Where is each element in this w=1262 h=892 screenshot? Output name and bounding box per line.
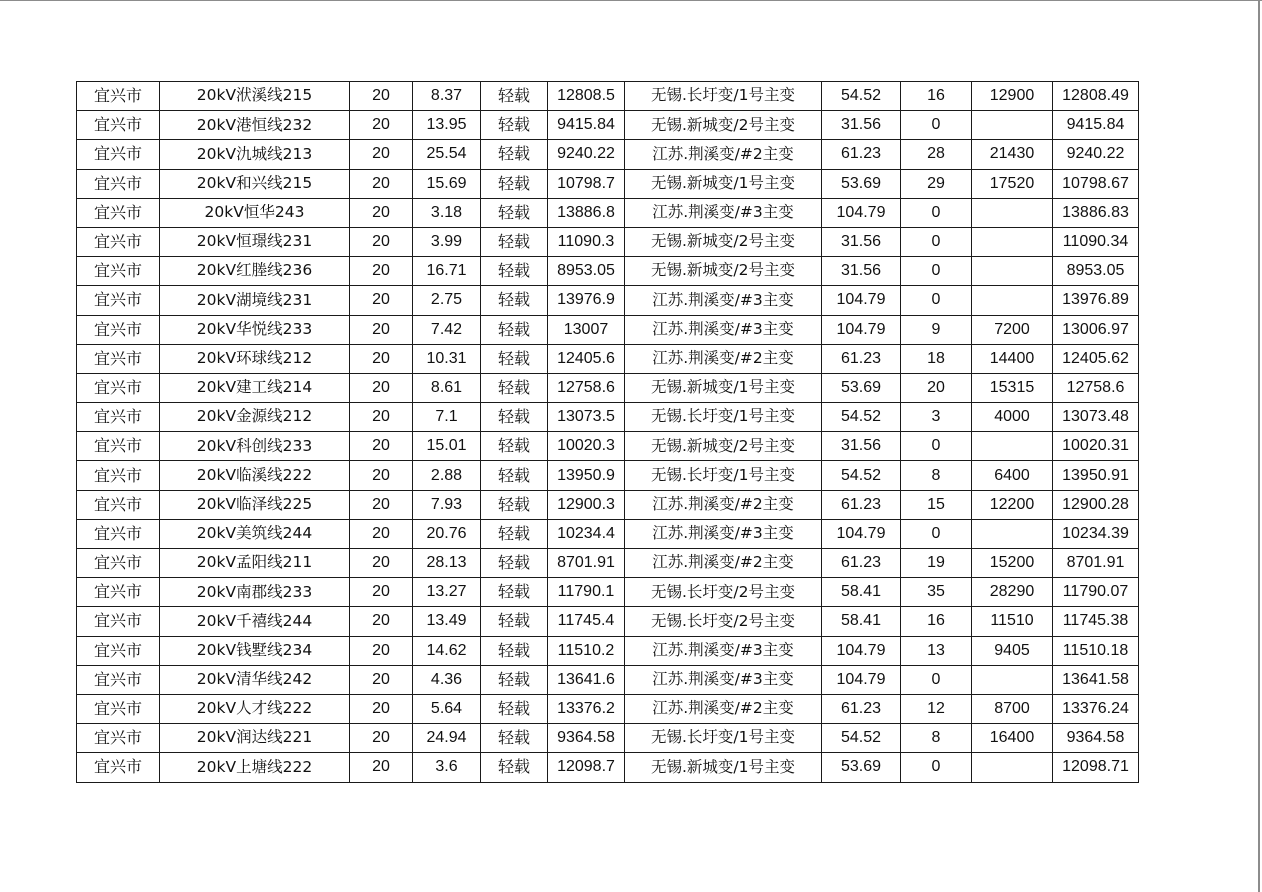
length-cell: 7.93 — [413, 490, 481, 519]
length-cell: 4.36 — [413, 665, 481, 694]
table-row — [77, 578, 1139, 607]
available-capacity-cell: 12405.62 — [1053, 344, 1139, 373]
transformer-cell: 无锡.新城变/2号主变 — [625, 257, 822, 286]
table-row — [77, 694, 1139, 723]
voltage-cell: 20 — [350, 432, 413, 461]
voltage-cell: 20 — [350, 198, 413, 227]
feeder-name-cell: 20kV孟阳线211 — [160, 549, 350, 578]
feeder-name-cell: 20kV湖境线231 — [160, 286, 350, 315]
table-row — [77, 344, 1139, 373]
transformer-load-cell: 61.23 — [822, 549, 901, 578]
transformer-load-cell: 54.52 — [822, 724, 901, 753]
transformer-load-cell: 104.79 — [822, 198, 901, 227]
available-capacity-cell: 9364.58 — [1053, 724, 1139, 753]
transformer-load-cell: 61.23 — [822, 140, 901, 169]
load-status-cell: 轻载 — [481, 344, 548, 373]
available-capacity-cell: 11790.07 — [1053, 578, 1139, 607]
available-capacity-cell: 12808.49 — [1053, 82, 1139, 111]
load-status-cell: 轻载 — [481, 578, 548, 607]
capacity-cell: 11790.1 — [548, 578, 625, 607]
table-row — [77, 665, 1139, 694]
load-status-cell: 轻载 — [481, 140, 548, 169]
feeder-name-cell: 20kV临泽线225 — [160, 490, 350, 519]
transformer-load-cell: 104.79 — [822, 636, 901, 665]
table-row — [77, 753, 1139, 782]
count-cell: 0 — [901, 198, 972, 227]
length-cell: 10.31 — [413, 344, 481, 373]
table-body — [77, 82, 1139, 783]
available-capacity-cell: 13950.91 — [1053, 461, 1139, 490]
capacity-cell: 12900.3 — [548, 490, 625, 519]
added-capacity-cell — [972, 753, 1053, 782]
transformer-cell: 江苏.荆溪变/#3主变 — [625, 286, 822, 315]
voltage-cell: 20 — [350, 578, 413, 607]
city-cell: 宜兴市 — [77, 140, 160, 169]
feeder-name-cell: 20kV和兴线215 — [160, 169, 350, 198]
feeder-name-cell: 20kV恒璟线231 — [160, 227, 350, 256]
voltage-cell: 20 — [350, 169, 413, 198]
city-cell: 宜兴市 — [77, 578, 160, 607]
available-capacity-cell: 13886.83 — [1053, 198, 1139, 227]
transformer-cell: 江苏.荆溪变/#3主变 — [625, 636, 822, 665]
count-cell: 18 — [901, 344, 972, 373]
length-cell: 25.54 — [413, 140, 481, 169]
transformer-cell: 江苏.荆溪变/#3主变 — [625, 665, 822, 694]
length-cell: 3.18 — [413, 198, 481, 227]
voltage-cell: 20 — [350, 315, 413, 344]
load-status-cell: 轻载 — [481, 227, 548, 256]
city-cell: 宜兴市 — [77, 373, 160, 402]
transformer-cell: 江苏.荆溪变/#2主变 — [625, 694, 822, 723]
transformer-cell: 无锡.长圩变/1号主变 — [625, 403, 822, 432]
available-capacity-cell: 10798.67 — [1053, 169, 1139, 198]
feeder-name-cell: 20kV建工线214 — [160, 373, 350, 402]
table-row — [77, 169, 1139, 198]
capacity-cell: 9240.22 — [548, 140, 625, 169]
feeder-name-cell: 20kV人才线222 — [160, 694, 350, 723]
city-cell: 宜兴市 — [77, 82, 160, 111]
voltage-cell: 20 — [350, 694, 413, 723]
transformer-load-cell: 54.52 — [822, 403, 901, 432]
load-status-cell: 轻载 — [481, 169, 548, 198]
transformer-cell: 江苏.荆溪变/#3主变 — [625, 198, 822, 227]
added-capacity-cell — [972, 519, 1053, 548]
transformer-cell: 无锡.长圩变/1号主变 — [625, 724, 822, 753]
available-capacity-cell: 13976.89 — [1053, 286, 1139, 315]
voltage-cell: 20 — [350, 403, 413, 432]
page-border-top — [0, 0, 1262, 1]
capacity-cell: 11745.4 — [548, 607, 625, 636]
table-row — [77, 403, 1139, 432]
voltage-cell: 20 — [350, 549, 413, 578]
transformer-cell: 江苏.荆溪变/#2主变 — [625, 549, 822, 578]
load-status-cell: 轻载 — [481, 257, 548, 286]
table-row — [77, 490, 1139, 519]
transformer-load-cell: 104.79 — [822, 286, 901, 315]
count-cell: 20 — [901, 373, 972, 402]
load-status-cell: 轻载 — [481, 198, 548, 227]
table-row — [77, 636, 1139, 665]
available-capacity-cell: 13641.58 — [1053, 665, 1139, 694]
transformer-cell: 江苏.荆溪变/#2主变 — [625, 140, 822, 169]
count-cell: 0 — [901, 227, 972, 256]
count-cell: 9 — [901, 315, 972, 344]
load-status-cell: 轻载 — [481, 315, 548, 344]
transformer-load-cell: 58.41 — [822, 578, 901, 607]
length-cell: 14.62 — [413, 636, 481, 665]
count-cell: 16 — [901, 607, 972, 636]
added-capacity-cell — [972, 227, 1053, 256]
count-cell: 16 — [901, 82, 972, 111]
city-cell: 宜兴市 — [77, 724, 160, 753]
city-cell: 宜兴市 — [77, 227, 160, 256]
city-cell: 宜兴市 — [77, 315, 160, 344]
voltage-cell: 20 — [350, 140, 413, 169]
city-cell: 宜兴市 — [77, 549, 160, 578]
transformer-load-cell: 104.79 — [822, 519, 901, 548]
load-status-cell: 轻载 — [481, 490, 548, 519]
table-row — [77, 198, 1139, 227]
count-cell: 13 — [901, 636, 972, 665]
transformer-cell: 江苏.荆溪变/#3主变 — [625, 519, 822, 548]
count-cell: 8 — [901, 724, 972, 753]
length-cell: 3.6 — [413, 753, 481, 782]
city-cell: 宜兴市 — [77, 403, 160, 432]
capacity-cell: 10020.3 — [548, 432, 625, 461]
added-capacity-cell: 7200 — [972, 315, 1053, 344]
transformer-cell: 无锡.新城变/2号主变 — [625, 111, 822, 140]
transformer-load-cell: 31.56 — [822, 227, 901, 256]
feeder-name-cell: 20kV上塘线222 — [160, 753, 350, 782]
capacity-cell: 10798.7 — [548, 169, 625, 198]
capacity-cell: 9364.58 — [548, 724, 625, 753]
table-row — [77, 724, 1139, 753]
transformer-cell: 江苏.荆溪变/#2主变 — [625, 490, 822, 519]
city-cell: 宜兴市 — [77, 665, 160, 694]
transformer-cell: 无锡.长圩变/1号主变 — [625, 461, 822, 490]
voltage-cell: 20 — [350, 344, 413, 373]
added-capacity-cell: 15200 — [972, 549, 1053, 578]
voltage-cell: 20 — [350, 227, 413, 256]
added-capacity-cell — [972, 286, 1053, 315]
count-cell: 0 — [901, 753, 972, 782]
available-capacity-cell: 11510.18 — [1053, 636, 1139, 665]
transformer-cell: 无锡.新城变/1号主变 — [625, 169, 822, 198]
count-cell: 12 — [901, 694, 972, 723]
count-cell: 3 — [901, 403, 972, 432]
transformer-cell: 无锡.长圩变/1号主变 — [625, 82, 822, 111]
load-status-cell: 轻载 — [481, 519, 548, 548]
available-capacity-cell: 13006.97 — [1053, 315, 1139, 344]
city-cell: 宜兴市 — [77, 344, 160, 373]
city-cell: 宜兴市 — [77, 461, 160, 490]
table-row — [77, 82, 1139, 111]
capacity-cell: 11090.3 — [548, 227, 625, 256]
load-status-cell: 轻载 — [481, 403, 548, 432]
voltage-cell: 20 — [350, 373, 413, 402]
load-status-cell: 轻载 — [481, 607, 548, 636]
transformer-cell: 江苏.荆溪变/#2主变 — [625, 344, 822, 373]
city-cell: 宜兴市 — [77, 257, 160, 286]
capacity-cell: 13976.9 — [548, 286, 625, 315]
table-row — [77, 286, 1139, 315]
city-cell: 宜兴市 — [77, 519, 160, 548]
added-capacity-cell: 11510 — [972, 607, 1053, 636]
transformer-cell: 无锡.新城变/2号主变 — [625, 432, 822, 461]
table-row — [77, 461, 1139, 490]
transformer-load-cell: 58.41 — [822, 607, 901, 636]
capacity-cell: 8953.05 — [548, 257, 625, 286]
capacity-cell: 12098.7 — [548, 753, 625, 782]
voltage-cell: 20 — [350, 82, 413, 111]
capacity-cell: 11510.2 — [548, 636, 625, 665]
count-cell: 0 — [901, 519, 972, 548]
page-border-right — [1258, 0, 1260, 892]
length-cell: 7.1 — [413, 403, 481, 432]
length-cell: 5.64 — [413, 694, 481, 723]
available-capacity-cell: 12758.6 — [1053, 373, 1139, 402]
city-cell: 宜兴市 — [77, 198, 160, 227]
available-capacity-cell: 9415.84 — [1053, 111, 1139, 140]
city-cell: 宜兴市 — [77, 286, 160, 315]
feeder-name-cell: 20kV清华线242 — [160, 665, 350, 694]
load-status-cell: 轻载 — [481, 432, 548, 461]
available-capacity-cell: 11745.38 — [1053, 607, 1139, 636]
load-status-cell: 轻载 — [481, 111, 548, 140]
capacity-cell: 13073.5 — [548, 403, 625, 432]
added-capacity-cell — [972, 665, 1053, 694]
available-capacity-cell: 12900.28 — [1053, 490, 1139, 519]
table-row — [77, 373, 1139, 402]
load-status-cell: 轻载 — [481, 461, 548, 490]
load-status-cell: 轻载 — [481, 636, 548, 665]
capacity-cell: 9415.84 — [548, 111, 625, 140]
count-cell: 19 — [901, 549, 972, 578]
table-row — [77, 549, 1139, 578]
feeder-name-cell: 20kV科创线233 — [160, 432, 350, 461]
city-cell: 宜兴市 — [77, 490, 160, 519]
load-status-cell: 轻载 — [481, 549, 548, 578]
load-status-cell: 轻载 — [481, 373, 548, 402]
capacity-cell: 13376.2 — [548, 694, 625, 723]
count-cell: 29 — [901, 169, 972, 198]
length-cell: 15.69 — [413, 169, 481, 198]
transformer-load-cell: 54.52 — [822, 461, 901, 490]
length-cell: 13.95 — [413, 111, 481, 140]
feeder-name-cell: 20kV洑溪线215 — [160, 82, 350, 111]
count-cell: 15 — [901, 490, 972, 519]
length-cell: 7.42 — [413, 315, 481, 344]
added-capacity-cell: 12900 — [972, 82, 1053, 111]
voltage-cell: 20 — [350, 111, 413, 140]
feeder-name-cell: 20kV环球线212 — [160, 344, 350, 373]
feeder-load-table — [76, 81, 1139, 783]
voltage-cell: 20 — [350, 636, 413, 665]
available-capacity-cell: 13073.48 — [1053, 403, 1139, 432]
feeder-name-cell: 20kV华悦线233 — [160, 315, 350, 344]
feeder-name-cell: 20kV钱墅线234 — [160, 636, 350, 665]
transformer-load-cell: 54.52 — [822, 82, 901, 111]
count-cell: 0 — [901, 286, 972, 315]
added-capacity-cell: 14400 — [972, 344, 1053, 373]
voltage-cell: 20 — [350, 753, 413, 782]
added-capacity-cell: 28290 — [972, 578, 1053, 607]
table-row — [77, 315, 1139, 344]
feeder-name-cell: 20kV金源线212 — [160, 403, 350, 432]
transformer-cell: 无锡.长圩变/2号主变 — [625, 578, 822, 607]
voltage-cell: 20 — [350, 286, 413, 315]
count-cell: 0 — [901, 665, 972, 694]
length-cell: 20.76 — [413, 519, 481, 548]
length-cell: 13.49 — [413, 607, 481, 636]
table-row — [77, 257, 1139, 286]
length-cell: 15.01 — [413, 432, 481, 461]
added-capacity-cell: 9405 — [972, 636, 1053, 665]
city-cell: 宜兴市 — [77, 111, 160, 140]
voltage-cell: 20 — [350, 724, 413, 753]
count-cell: 0 — [901, 257, 972, 286]
transformer-load-cell: 61.23 — [822, 694, 901, 723]
load-status-cell: 轻载 — [481, 286, 548, 315]
load-status-cell: 轻载 — [481, 753, 548, 782]
available-capacity-cell: 11090.34 — [1053, 227, 1139, 256]
table-row — [77, 519, 1139, 548]
length-cell: 3.99 — [413, 227, 481, 256]
voltage-cell: 20 — [350, 665, 413, 694]
added-capacity-cell — [972, 111, 1053, 140]
added-capacity-cell — [972, 198, 1053, 227]
table-row — [77, 432, 1139, 461]
transformer-cell: 无锡.新城变/1号主变 — [625, 753, 822, 782]
transformer-load-cell: 53.69 — [822, 169, 901, 198]
transformer-load-cell: 61.23 — [822, 490, 901, 519]
added-capacity-cell: 6400 — [972, 461, 1053, 490]
count-cell: 28 — [901, 140, 972, 169]
voltage-cell: 20 — [350, 519, 413, 548]
added-capacity-cell — [972, 257, 1053, 286]
feeder-name-cell: 20kV南郡线233 — [160, 578, 350, 607]
city-cell: 宜兴市 — [77, 607, 160, 636]
city-cell: 宜兴市 — [77, 169, 160, 198]
transformer-load-cell: 53.69 — [822, 753, 901, 782]
capacity-cell: 13950.9 — [548, 461, 625, 490]
capacity-cell: 12758.6 — [548, 373, 625, 402]
added-capacity-cell — [972, 432, 1053, 461]
transformer-load-cell: 53.69 — [822, 373, 901, 402]
transformer-load-cell: 31.56 — [822, 257, 901, 286]
city-cell: 宜兴市 — [77, 432, 160, 461]
available-capacity-cell: 8953.05 — [1053, 257, 1139, 286]
added-capacity-cell: 21430 — [972, 140, 1053, 169]
load-status-cell: 轻载 — [481, 694, 548, 723]
available-capacity-cell: 9240.22 — [1053, 140, 1139, 169]
length-cell: 24.94 — [413, 724, 481, 753]
available-capacity-cell: 10234.39 — [1053, 519, 1139, 548]
feeder-name-cell: 20kV港恒线232 — [160, 111, 350, 140]
capacity-cell: 12405.6 — [548, 344, 625, 373]
added-capacity-cell: 16400 — [972, 724, 1053, 753]
load-status-cell: 轻载 — [481, 82, 548, 111]
voltage-cell: 20 — [350, 607, 413, 636]
transformer-load-cell: 104.79 — [822, 665, 901, 694]
table-row — [77, 140, 1139, 169]
city-cell: 宜兴市 — [77, 694, 160, 723]
capacity-cell: 13886.8 — [548, 198, 625, 227]
transformer-load-cell: 31.56 — [822, 432, 901, 461]
added-capacity-cell: 17520 — [972, 169, 1053, 198]
count-cell: 0 — [901, 111, 972, 140]
available-capacity-cell: 8701.91 — [1053, 549, 1139, 578]
transformer-cell: 无锡.新城变/2号主变 — [625, 227, 822, 256]
added-capacity-cell: 12200 — [972, 490, 1053, 519]
length-cell: 2.75 — [413, 286, 481, 315]
transformer-load-cell: 61.23 — [822, 344, 901, 373]
feeder-name-cell: 20kV美筑线244 — [160, 519, 350, 548]
transformer-cell: 江苏.荆溪变/#3主变 — [625, 315, 822, 344]
added-capacity-cell: 4000 — [972, 403, 1053, 432]
transformer-cell: 无锡.长圩变/2号主变 — [625, 607, 822, 636]
count-cell: 0 — [901, 432, 972, 461]
capacity-cell: 13641.6 — [548, 665, 625, 694]
voltage-cell: 20 — [350, 461, 413, 490]
capacity-cell: 13007 — [548, 315, 625, 344]
feeder-name-cell: 20kV润达线221 — [160, 724, 350, 753]
table-row — [77, 607, 1139, 636]
capacity-cell: 8701.91 — [548, 549, 625, 578]
feeder-name-cell: 20kV恒华243 — [160, 198, 350, 227]
count-cell: 8 — [901, 461, 972, 490]
transformer-cell: 无锡.新城变/1号主变 — [625, 373, 822, 402]
count-cell: 35 — [901, 578, 972, 607]
added-capacity-cell: 15315 — [972, 373, 1053, 402]
voltage-cell: 20 — [350, 490, 413, 519]
table-row — [77, 227, 1139, 256]
city-cell: 宜兴市 — [77, 636, 160, 665]
feeder-name-cell: 20kV氿城线213 — [160, 140, 350, 169]
capacity-cell: 12808.5 — [548, 82, 625, 111]
available-capacity-cell: 12098.71 — [1053, 753, 1139, 782]
feeder-name-cell: 20kV千禧线244 — [160, 607, 350, 636]
load-status-cell: 轻载 — [481, 724, 548, 753]
length-cell: 13.27 — [413, 578, 481, 607]
available-capacity-cell: 13376.24 — [1053, 694, 1139, 723]
length-cell: 8.37 — [413, 82, 481, 111]
feeder-name-cell: 20kV红塍线236 — [160, 257, 350, 286]
city-cell: 宜兴市 — [77, 753, 160, 782]
length-cell: 16.71 — [413, 257, 481, 286]
available-capacity-cell: 10020.31 — [1053, 432, 1139, 461]
transformer-load-cell: 31.56 — [822, 111, 901, 140]
length-cell: 28.13 — [413, 549, 481, 578]
voltage-cell: 20 — [350, 257, 413, 286]
length-cell: 2.88 — [413, 461, 481, 490]
added-capacity-cell: 8700 — [972, 694, 1053, 723]
transformer-load-cell: 104.79 — [822, 315, 901, 344]
load-status-cell: 轻载 — [481, 665, 548, 694]
capacity-cell: 10234.4 — [548, 519, 625, 548]
length-cell: 8.61 — [413, 373, 481, 402]
feeder-name-cell: 20kV临溪线222 — [160, 461, 350, 490]
table-row — [77, 111, 1139, 140]
